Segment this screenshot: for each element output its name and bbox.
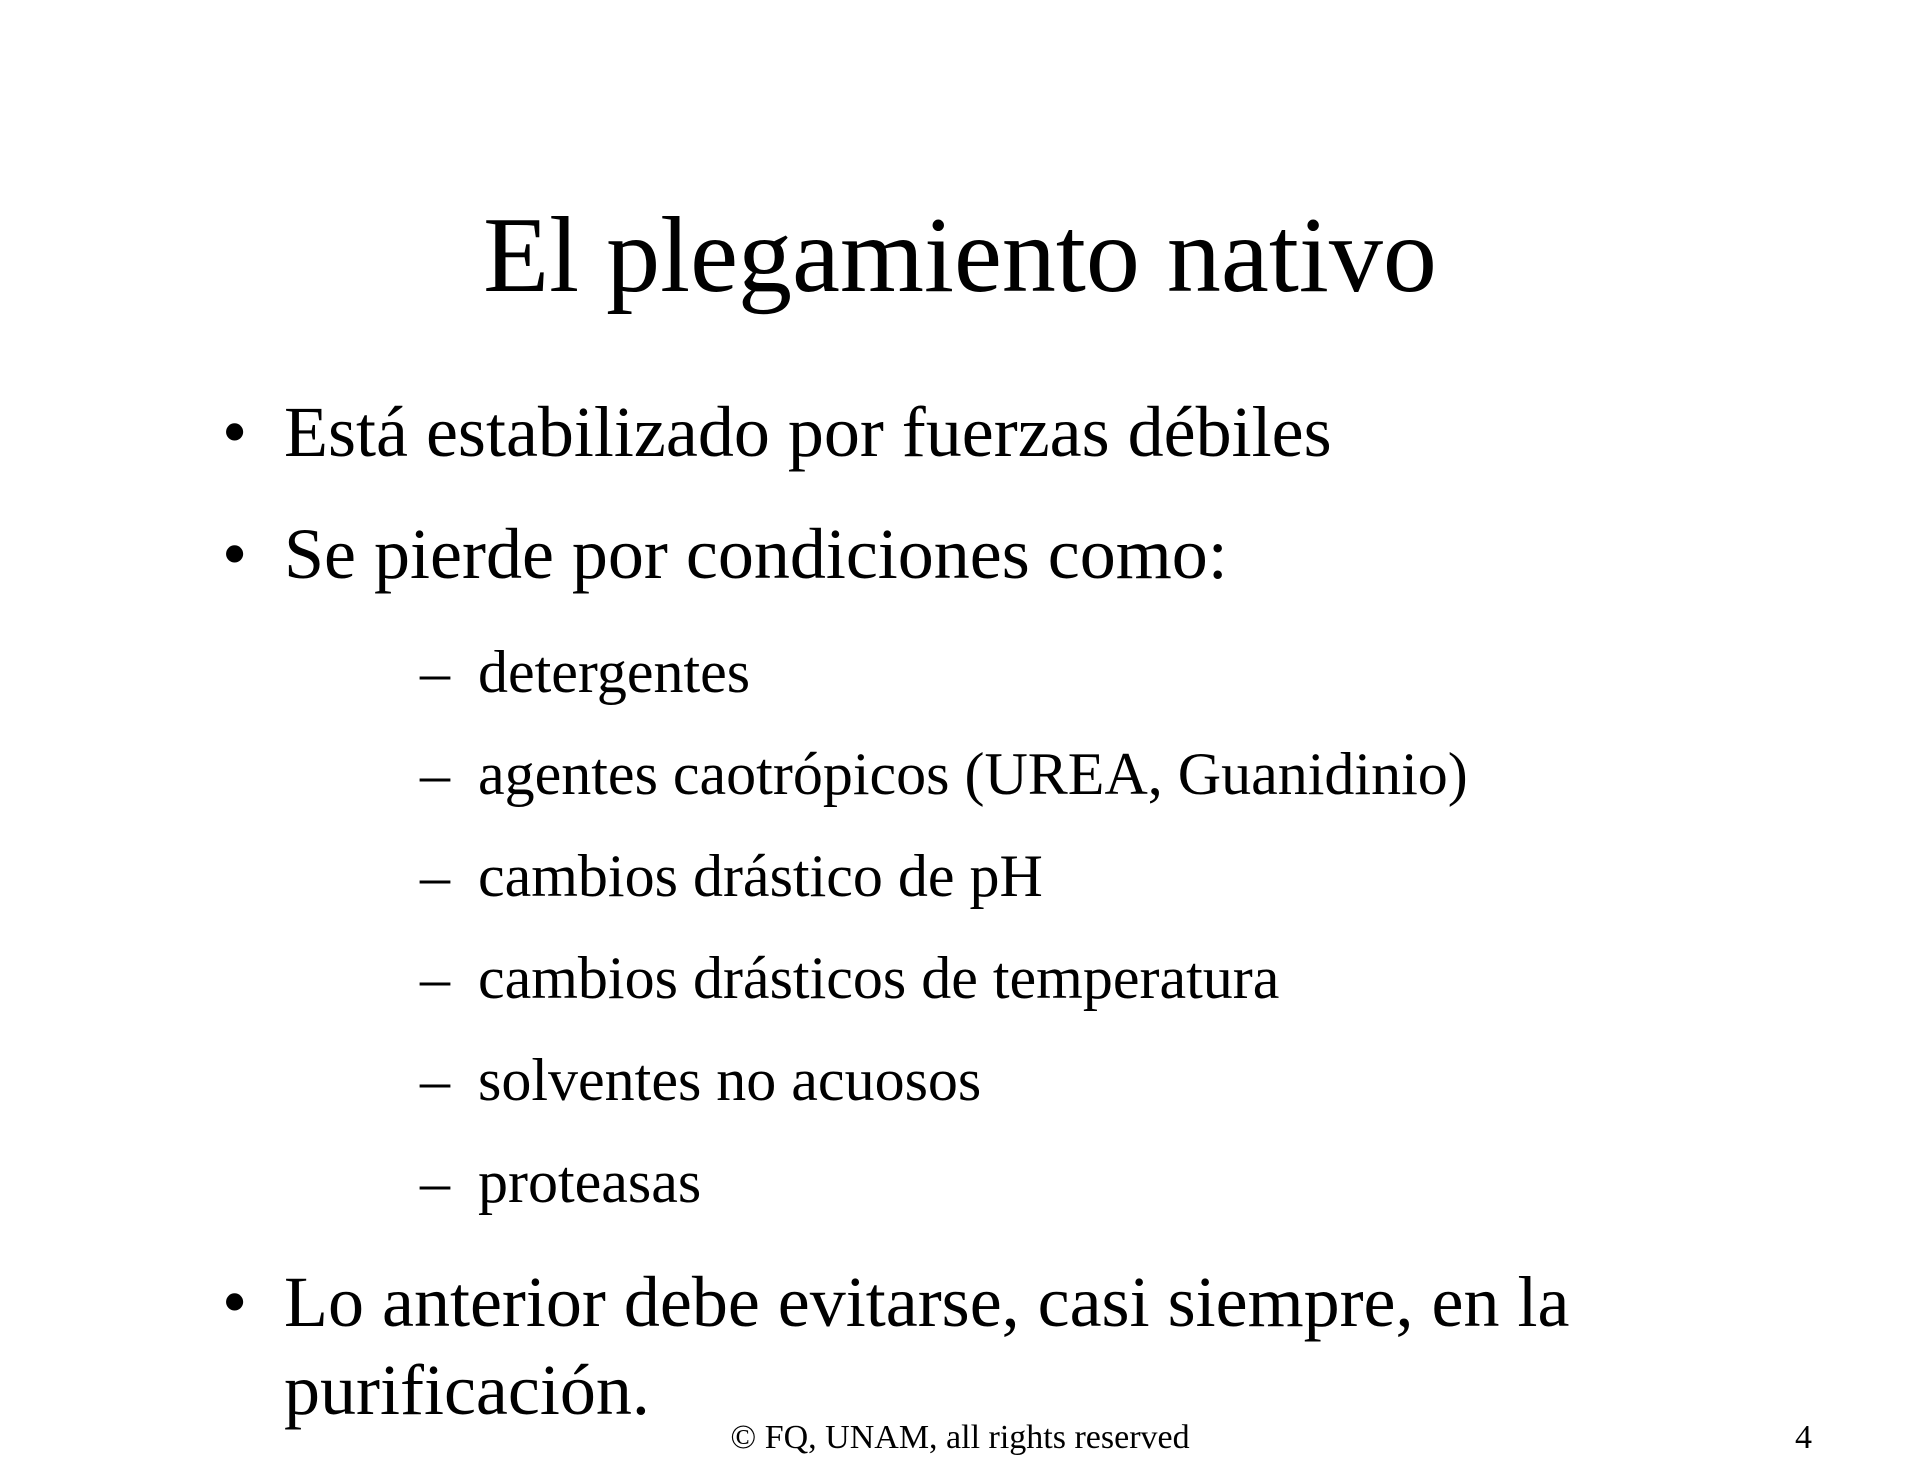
- sub-item-marker: –: [420, 741, 450, 807]
- sub-item-marker: –: [420, 945, 450, 1011]
- sub-item-text: cambios drástico de pH: [478, 843, 1043, 909]
- bullet-text: Está estabilizado por fuerzas débiles: [284, 392, 1332, 472]
- sub-item-marker: –: [420, 1149, 450, 1215]
- bullet-marker: •: [222, 514, 248, 594]
- footer-copyright: © FQ, UNAM, all rights reserved: [730, 1419, 1190, 1456]
- bullet-marker: •: [222, 392, 248, 472]
- bullet-marker: •: [222, 1262, 248, 1342]
- slide-title: El plegamiento nativo: [483, 196, 1437, 315]
- sub-item-marker: –: [420, 639, 450, 705]
- sub-item-marker: –: [420, 843, 450, 909]
- sub-item-text: detergentes: [478, 639, 751, 705]
- sub-item-text: solventes no acuosos: [478, 1047, 982, 1113]
- sub-item-text: agentes caotrópicos (UREA, Guanidinio): [478, 741, 1468, 807]
- bullet-text: Se pierde por condiciones como:: [284, 514, 1228, 594]
- sub-item-text: cambios drásticos de temperatura: [478, 945, 1280, 1011]
- sub-item-marker: –: [420, 1047, 450, 1113]
- page-number: 4: [1795, 1419, 1812, 1456]
- sub-item-text: proteasas: [478, 1149, 702, 1215]
- bullet-text: Lo anterior debe evitarse, casi siempre, en la purificación.: [284, 1262, 1570, 1430]
